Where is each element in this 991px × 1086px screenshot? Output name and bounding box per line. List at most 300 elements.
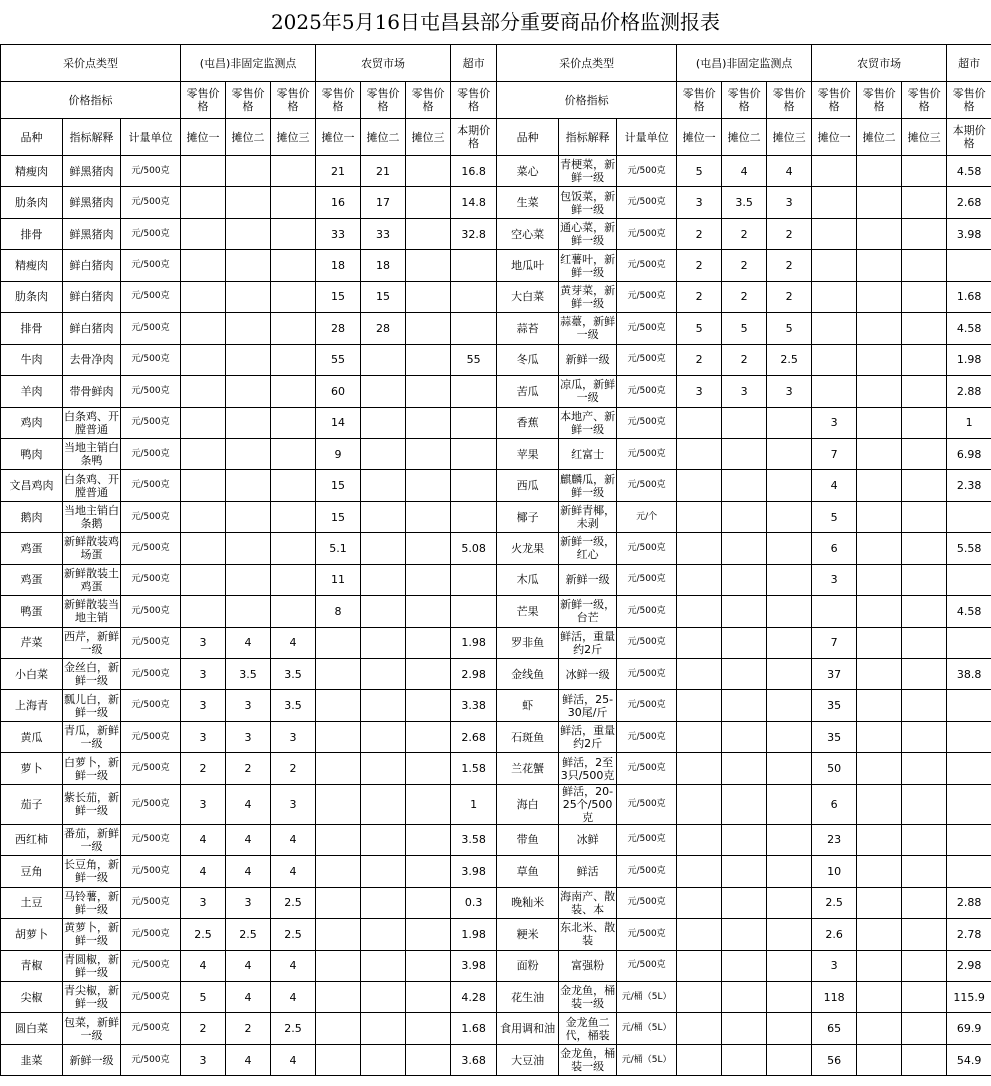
stall2-header: 摊位二	[361, 119, 406, 156]
right-item-unit: 元/500克	[617, 156, 677, 187]
left-item-unit: 元/500克	[121, 784, 181, 824]
left-stall2-price	[226, 470, 271, 501]
left-stall3-price	[271, 376, 316, 407]
left-market1-price	[316, 950, 361, 981]
right-item-unit: 元/500克	[617, 627, 677, 658]
left-market3-price	[406, 156, 451, 187]
right-stall1-price: 5	[677, 313, 722, 344]
left-stall2-price	[226, 564, 271, 595]
right-market1-price	[812, 250, 857, 281]
retail-header: 零售价格	[947, 82, 991, 119]
point-type-header-left: 采价点类型	[1, 45, 181, 82]
right-market1-price	[812, 281, 857, 312]
left-stall1-price: 3	[181, 659, 226, 690]
right-market1-price: 2.6	[812, 919, 857, 950]
stall3-header: 摊位三	[271, 119, 316, 156]
right-market1-price: 10	[812, 856, 857, 887]
retail-header: 零售价格	[316, 82, 361, 119]
left-item-name: 鸡肉	[1, 407, 63, 438]
right-stall2-price: 2	[722, 250, 767, 281]
right-stall3-price	[767, 690, 812, 721]
left-item-unit: 元/500克	[121, 824, 181, 855]
left-market3-price	[406, 564, 451, 595]
left-item-unit: 元/500克	[121, 1013, 181, 1044]
left-item-name: 鸡蛋	[1, 533, 63, 564]
left-stall3-price	[271, 596, 316, 627]
left-item-desc: 白条鸡、开膛普通	[63, 407, 121, 438]
left-item-desc: 鲜白猪肉	[63, 313, 121, 344]
right-market2-price	[857, 721, 902, 752]
variety-header: 品种	[1, 119, 63, 156]
right-item-unit: 元/500克	[617, 690, 677, 721]
right-supermarket-price	[947, 627, 991, 658]
left-market1-price: 33	[316, 218, 361, 249]
right-item-desc: 东北米、散装	[559, 919, 617, 950]
right-stall2-price	[722, 407, 767, 438]
right-item-name: 兰花蟹	[497, 753, 559, 784]
right-stall2-price: 3	[722, 376, 767, 407]
right-item-name: 地瓜叶	[497, 250, 559, 281]
right-market1-price: 2.5	[812, 887, 857, 918]
right-item-unit: 元/500克	[617, 659, 677, 690]
stall3-header: 摊位三	[767, 119, 812, 156]
left-item-unit: 元/500克	[121, 187, 181, 218]
right-market2-price	[857, 187, 902, 218]
left-item-name: 韭菜	[1, 1044, 63, 1075]
left-item-desc: 白条鸡、开膛普通	[63, 470, 121, 501]
left-market2-price	[361, 887, 406, 918]
right-item-desc: 红富士	[559, 438, 617, 469]
left-stall1-price	[181, 344, 226, 375]
left-stall1-price	[181, 564, 226, 595]
right-stall1-price	[677, 721, 722, 752]
left-market2-price	[361, 344, 406, 375]
left-market3-price	[406, 218, 451, 249]
right-market2-price	[857, 438, 902, 469]
right-market3-price	[902, 659, 947, 690]
left-item-desc: 鲜黑猪肉	[63, 218, 121, 249]
left-market3-price	[406, 1044, 451, 1075]
left-item-unit: 元/500克	[121, 659, 181, 690]
right-stall1-price	[677, 919, 722, 950]
right-item-desc: 新鲜一级，台芒	[559, 596, 617, 627]
right-stall2-price: 2	[722, 344, 767, 375]
right-item-unit: 元/500克	[617, 824, 677, 855]
left-stall2-price	[226, 250, 271, 281]
table-row	[1, 470, 991, 501]
right-item-unit: 元/500克	[617, 533, 677, 564]
left-supermarket-price: 1.98	[451, 627, 497, 658]
right-market3-price	[902, 533, 947, 564]
right-stall1-price	[677, 407, 722, 438]
left-stall3-price	[271, 407, 316, 438]
left-item-desc: 包菜，新鲜一级	[63, 1013, 121, 1044]
right-item-name: 海白	[497, 784, 559, 824]
left-market1-price: 11	[316, 564, 361, 595]
table-row	[1, 690, 991, 721]
left-stall2-price: 2	[226, 753, 271, 784]
supermarket-header-right: 超市	[947, 45, 991, 82]
left-supermarket-price	[451, 596, 497, 627]
right-stall3-price	[767, 659, 812, 690]
left-market3-price	[406, 690, 451, 721]
left-stall1-price: 3	[181, 784, 226, 824]
left-stall3-price	[271, 533, 316, 564]
right-stall1-price	[677, 1044, 722, 1075]
left-item-desc: 新鲜散装土鸡蛋	[63, 564, 121, 595]
retail-header: 零售价格	[181, 82, 226, 119]
left-market1-price: 15	[316, 501, 361, 532]
left-stall3-price: 4	[271, 1044, 316, 1075]
right-market1-price	[812, 313, 857, 344]
left-market2-price: 21	[361, 156, 406, 187]
left-stall2-price	[226, 438, 271, 469]
left-item-unit: 元/500克	[121, 533, 181, 564]
left-stall2-price	[226, 218, 271, 249]
right-item-unit: 元/500克	[617, 218, 677, 249]
right-supermarket-price: 2.38	[947, 470, 991, 501]
right-item-desc: 红薯叶，新鲜一级	[559, 250, 617, 281]
right-market3-price	[902, 596, 947, 627]
left-market2-price	[361, 690, 406, 721]
left-supermarket-price	[451, 564, 497, 595]
left-stall1-price: 2	[181, 753, 226, 784]
right-stall3-price: 3	[767, 187, 812, 218]
right-item-unit: 元/500克	[617, 919, 677, 950]
right-stall1-price	[677, 1013, 722, 1044]
left-market2-price	[361, 501, 406, 532]
right-item-desc: 麒麟瓜，新鲜一级	[559, 470, 617, 501]
right-item-name: 石斑鱼	[497, 721, 559, 752]
table-row	[1, 753, 991, 784]
left-item-desc: 鲜白猪肉	[63, 250, 121, 281]
right-supermarket-price: 1.98	[947, 344, 991, 375]
right-item-unit: 元/500克	[617, 856, 677, 887]
left-supermarket-price: 3.68	[451, 1044, 497, 1075]
retail-header: 零售价格	[406, 82, 451, 119]
stall2-header: 摊位二	[857, 119, 902, 156]
left-supermarket-price	[451, 407, 497, 438]
right-market2-price	[857, 690, 902, 721]
right-item-desc: 鲜活	[559, 856, 617, 887]
right-item-name: 罗非鱼	[497, 627, 559, 658]
left-item-desc: 紫长茄，新鲜一级	[63, 784, 121, 824]
right-item-name: 食用调和油	[497, 1013, 559, 1044]
right-supermarket-price: 2.98	[947, 950, 991, 981]
right-item-desc: 包饭菜，新鲜一级	[559, 187, 617, 218]
table-row	[1, 950, 991, 981]
right-stall3-price	[767, 1044, 812, 1075]
right-stall3-price	[767, 950, 812, 981]
right-stall1-price: 3	[677, 376, 722, 407]
right-stall1-price	[677, 627, 722, 658]
left-stall3-price	[271, 564, 316, 595]
right-supermarket-price: 1.68	[947, 281, 991, 312]
left-market1-price: 18	[316, 250, 361, 281]
right-item-name: 芒果	[497, 596, 559, 627]
current-header: 本期价格	[451, 119, 497, 156]
right-market3-price	[902, 470, 947, 501]
left-market1-price	[316, 1013, 361, 1044]
left-supermarket-price	[451, 250, 497, 281]
stall1-header: 摊位一	[812, 119, 857, 156]
right-market2-price	[857, 501, 902, 532]
left-stall2-price	[226, 407, 271, 438]
right-item-name: 木瓜	[497, 564, 559, 595]
right-stall2-price	[722, 887, 767, 918]
right-stall2-price	[722, 753, 767, 784]
right-market3-price	[902, 187, 947, 218]
left-stall3-price: 4	[271, 950, 316, 981]
right-supermarket-price	[947, 690, 991, 721]
table-row	[1, 721, 991, 752]
right-stall2-price	[722, 1044, 767, 1075]
right-stall2-price	[722, 627, 767, 658]
left-item-desc: 鲜白猪肉	[63, 281, 121, 312]
left-market1-price	[316, 887, 361, 918]
right-market3-price	[902, 950, 947, 981]
right-market1-price: 35	[812, 690, 857, 721]
left-item-unit: 元/500克	[121, 690, 181, 721]
explain-header: 指标解释	[63, 119, 121, 156]
left-item-name: 土豆	[1, 887, 63, 918]
left-item-unit: 元/500克	[121, 156, 181, 187]
right-item-desc: 新鲜一级	[559, 564, 617, 595]
right-stall2-price	[722, 721, 767, 752]
right-market3-price	[902, 218, 947, 249]
left-market2-price: 17	[361, 187, 406, 218]
left-item-unit: 元/500克	[121, 919, 181, 950]
right-market1-price	[812, 218, 857, 249]
right-supermarket-price: 2.88	[947, 887, 991, 918]
left-market2-price	[361, 470, 406, 501]
table-row	[1, 187, 991, 218]
left-item-name: 羊肉	[1, 376, 63, 407]
left-supermarket-price: 1	[451, 784, 497, 824]
right-market1-price: 50	[812, 753, 857, 784]
left-stall1-price	[181, 470, 226, 501]
left-item-desc: 西芹，新鲜一级	[63, 627, 121, 658]
right-stall2-price: 3.5	[722, 187, 767, 218]
right-stall2-price	[722, 533, 767, 564]
left-item-name: 青椒	[1, 950, 63, 981]
left-stall1-price	[181, 533, 226, 564]
right-market3-price	[902, 627, 947, 658]
right-stall3-price	[767, 501, 812, 532]
right-market3-price	[902, 721, 947, 752]
right-item-name: 金线鱼	[497, 659, 559, 690]
right-item-unit: 元/500克	[617, 470, 677, 501]
right-item-unit: 元/个	[617, 501, 677, 532]
left-stall1-price	[181, 187, 226, 218]
left-supermarket-price: 1.58	[451, 753, 497, 784]
left-stall3-price: 2.5	[271, 919, 316, 950]
non-fixed-header-right: (屯昌)非固定监测点	[677, 45, 812, 82]
right-market1-price: 3	[812, 407, 857, 438]
stall1-header: 摊位一	[181, 119, 226, 156]
left-item-unit: 元/500克	[121, 564, 181, 595]
right-stall3-price	[767, 596, 812, 627]
left-stall2-price: 2.5	[226, 919, 271, 950]
right-stall1-price	[677, 690, 722, 721]
left-stall2-price: 3	[226, 690, 271, 721]
right-stall3-price: 2	[767, 218, 812, 249]
right-market3-price	[902, 824, 947, 855]
left-stall2-price: 2	[226, 1013, 271, 1044]
left-stall3-price	[271, 470, 316, 501]
right-item-desc: 冰鲜一级	[559, 659, 617, 690]
right-market2-price	[857, 824, 902, 855]
left-item-desc: 鲜黑猪肉	[63, 156, 121, 187]
right-item-desc: 金龙鱼，桶装一级	[559, 1044, 617, 1075]
left-item-name: 茄子	[1, 784, 63, 824]
right-market1-price: 5	[812, 501, 857, 532]
left-market1-price: 55	[316, 344, 361, 375]
right-market3-price	[902, 344, 947, 375]
right-stall2-price	[722, 438, 767, 469]
right-item-unit: 元/桶（5L）	[617, 1013, 677, 1044]
left-market3-price	[406, 627, 451, 658]
left-item-desc: 青圆椒，新鲜一级	[63, 950, 121, 981]
left-market1-price	[316, 824, 361, 855]
left-market2-price	[361, 564, 406, 595]
left-item-name: 西红柿	[1, 824, 63, 855]
left-item-unit: 元/500克	[121, 753, 181, 784]
right-item-unit: 元/500克	[617, 596, 677, 627]
left-market1-price: 16	[316, 187, 361, 218]
table-row	[1, 824, 991, 855]
left-item-name: 排骨	[1, 313, 63, 344]
left-item-desc: 长豆角，新鲜一级	[63, 856, 121, 887]
left-stall1-price: 2	[181, 1013, 226, 1044]
left-market3-price	[406, 407, 451, 438]
retail-header: 零售价格	[812, 82, 857, 119]
table-row	[1, 1013, 991, 1044]
right-market3-price	[902, 564, 947, 595]
right-item-desc: 蒜薹，新鲜一级	[559, 313, 617, 344]
right-market2-price	[857, 533, 902, 564]
right-market3-price	[902, 784, 947, 824]
right-item-unit: 元/500克	[617, 187, 677, 218]
table-row	[1, 501, 991, 532]
left-market3-price	[406, 344, 451, 375]
left-stall3-price	[271, 156, 316, 187]
left-market2-price	[361, 407, 406, 438]
right-stall1-price	[677, 856, 722, 887]
right-supermarket-price: 6.98	[947, 438, 991, 469]
left-item-unit: 元/500克	[121, 887, 181, 918]
right-item-unit: 元/500克	[617, 438, 677, 469]
right-stall1-price	[677, 784, 722, 824]
current-header: 本期价格	[947, 119, 991, 156]
left-market1-price: 15	[316, 470, 361, 501]
left-market1-price	[316, 1044, 361, 1075]
left-stall1-price: 4	[181, 950, 226, 981]
right-market1-price: 7	[812, 627, 857, 658]
right-stall2-price	[722, 470, 767, 501]
left-market1-price	[316, 919, 361, 950]
retail-header: 零售价格	[451, 82, 497, 119]
left-item-unit: 元/500克	[121, 950, 181, 981]
right-stall2-price	[722, 659, 767, 690]
left-market1-price	[316, 753, 361, 784]
left-market3-price	[406, 250, 451, 281]
right-market2-price	[857, 376, 902, 407]
left-stall3-price: 4	[271, 981, 316, 1012]
right-stall3-price	[767, 784, 812, 824]
left-supermarket-price: 1.68	[451, 1013, 497, 1044]
right-market3-price	[902, 156, 947, 187]
right-stall1-price: 2	[677, 218, 722, 249]
unit-header: 计量单位	[121, 119, 181, 156]
right-item-desc: 新鲜一级，红心	[559, 533, 617, 564]
right-market3-price	[902, 281, 947, 312]
right-supermarket-price	[947, 564, 991, 595]
left-market1-price	[316, 627, 361, 658]
left-item-unit: 元/500克	[121, 438, 181, 469]
right-item-name: 大白菜	[497, 281, 559, 312]
left-item-desc: 黄萝卜，新鲜一级	[63, 919, 121, 950]
left-stall1-price	[181, 501, 226, 532]
left-market3-price	[406, 887, 451, 918]
left-stall3-price: 4	[271, 627, 316, 658]
right-item-name: 苹果	[497, 438, 559, 469]
left-market3-price	[406, 981, 451, 1012]
left-supermarket-price: 5.08	[451, 533, 497, 564]
right-supermarket-price: 4.58	[947, 313, 991, 344]
table-row	[1, 1044, 991, 1075]
right-market1-price: 56	[812, 1044, 857, 1075]
left-market2-price	[361, 950, 406, 981]
right-stall2-price: 4	[722, 156, 767, 187]
left-market3-price	[406, 919, 451, 950]
left-stall3-price	[271, 344, 316, 375]
right-stall2-price	[722, 824, 767, 855]
right-market2-price	[857, 250, 902, 281]
right-market3-price	[902, 887, 947, 918]
right-item-desc: 金龙鱼，桶装一级	[559, 981, 617, 1012]
right-supermarket-price: 1	[947, 407, 991, 438]
left-market3-price	[406, 721, 451, 752]
left-market3-price	[406, 281, 451, 312]
left-item-name: 萝卜	[1, 753, 63, 784]
left-item-desc: 鲜黑猪肉	[63, 187, 121, 218]
left-market3-price	[406, 376, 451, 407]
right-market3-price	[902, 501, 947, 532]
table-row	[1, 438, 991, 469]
right-market3-price	[902, 313, 947, 344]
right-stall3-price	[767, 856, 812, 887]
left-stall2-price: 3.5	[226, 659, 271, 690]
left-item-name: 鸡蛋	[1, 564, 63, 595]
right-item-desc: 海南产、散装、本	[559, 887, 617, 918]
right-item-unit: 元/500克	[617, 344, 677, 375]
stall1-header: 摊位一	[677, 119, 722, 156]
left-market3-price	[406, 501, 451, 532]
retail-header: 零售价格	[226, 82, 271, 119]
right-market2-price	[857, 627, 902, 658]
stall3-header: 摊位三	[406, 119, 451, 156]
left-stall1-price: 5	[181, 981, 226, 1012]
left-item-desc: 金丝白，新鲜一级	[63, 659, 121, 690]
right-market1-price: 4	[812, 470, 857, 501]
right-stall2-price	[722, 596, 767, 627]
right-item-unit: 元/500克	[617, 376, 677, 407]
right-stall2-price	[722, 950, 767, 981]
right-stall1-price	[677, 438, 722, 469]
point-type-header-right: 采价点类型	[497, 45, 677, 82]
left-item-name: 排骨	[1, 218, 63, 249]
